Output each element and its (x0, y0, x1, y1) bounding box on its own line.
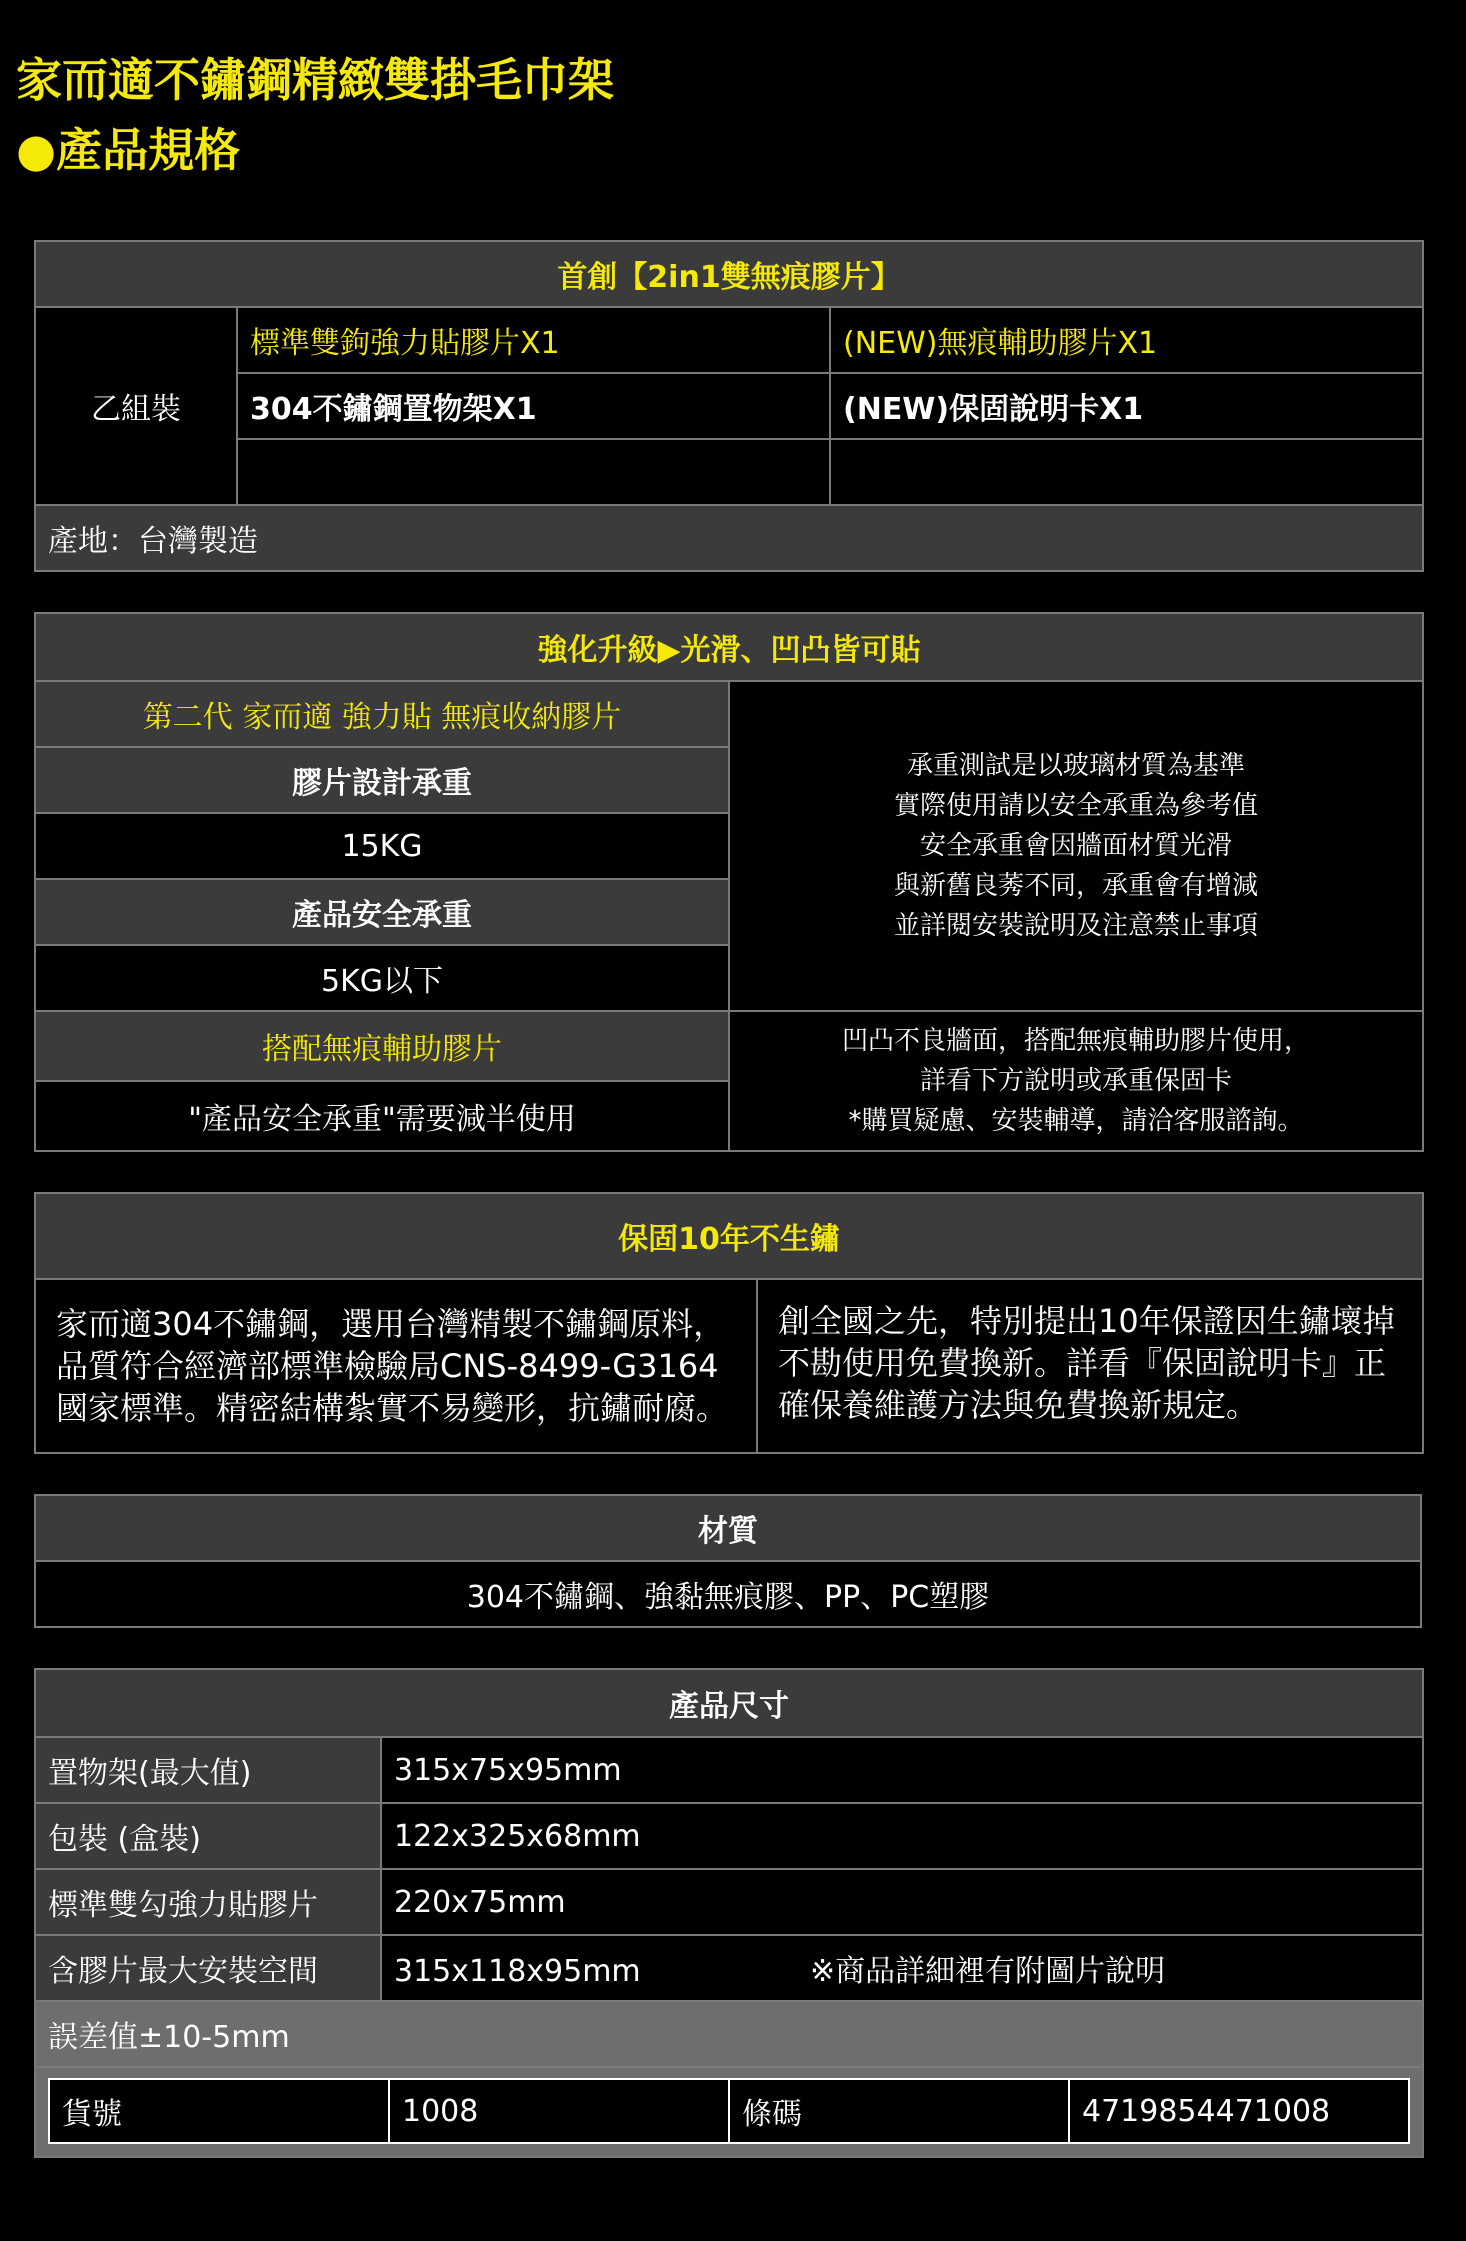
barcode-label: 條碼 (729, 2079, 1069, 2143)
set-label: 乙組裝 (35, 307, 237, 505)
warranty-left-text: 家而適304不鏽鋼，選用台灣精製不鏽鋼原料，品質符合經濟部標準檢驗局CNS-8499-G3164國家標準。精密結構紮實不易變形，抗鏽耐腐。 (35, 1279, 757, 1453)
gen-title: 第二代 家而適 強力貼 無痕收納膠片 (35, 681, 729, 747)
design-load-label: 膠片設計承重 (35, 747, 729, 813)
dimensions-header: 產品尺寸 (35, 1669, 1423, 1737)
empty-cell (830, 439, 1423, 505)
warranty-table (34, 1192, 1424, 1454)
dim-value: 315x118x95mm (394, 1954, 641, 1989)
warranty-right-text: 創全國之先，特別提出10年保證因生鏽壞掉不勘使用免費換新。詳看『保固說明卡』正確保養維護方法與免費換新規定。 (757, 1279, 1423, 1453)
sku-row (35, 2067, 1423, 2157)
package-item: (NEW)無痕輔助膠片X1 (830, 307, 1423, 373)
dim-value: 315x75x95mm (381, 1737, 1423, 1803)
material-table (34, 1494, 1422, 1628)
page-title: 家而適不鏽鋼精緻雙掛毛巾架 (16, 53, 614, 107)
tolerance: 誤差值±10-5mm (35, 2001, 1423, 2067)
note-line: 詳看下方說明或承重保固卡 (920, 1066, 1233, 1096)
barcode-value: 4719854471008 (1069, 2079, 1409, 2143)
package-item: 304不鏽鋼置物架X1 (237, 373, 830, 439)
design-load-value: 15KG (35, 813, 729, 879)
dim-label: 標準雙勾強力貼膠片 (35, 1869, 381, 1935)
dimensions-table (34, 1668, 1424, 2158)
upgrade-table (34, 612, 1424, 1152)
package-item: 標準雙鉤強力貼膠片X1 (237, 307, 830, 373)
note-line: 凹凸不良牆面，搭配無痕輔助膠片使用， (842, 1026, 1311, 1056)
sku-label: 貨號 (49, 2079, 389, 2143)
package-header: 首創【2in1雙無痕膠片】 (35, 241, 1423, 307)
sku-table (48, 2078, 1410, 2144)
test-notes (729, 681, 1423, 1011)
upgrade-header: 強化升級▶光滑、凹凸皆可貼 (35, 613, 1423, 681)
safe-load-label: 產品安全承重 (35, 879, 729, 945)
dim-label: 包裝 (盒裝) (35, 1803, 381, 1869)
empty-cell (237, 439, 830, 505)
dim-label: 含膠片最大安裝空間 (35, 1935, 381, 2001)
dim-footnote: ※商品詳細裡有附圖片說明 (810, 1954, 1166, 1989)
dim-label: 置物架(最大值) (35, 1737, 381, 1803)
material-value: 304不鏽鋼、強黏無痕膠、PP、PC塑膠 (35, 1561, 1421, 1627)
package-table (34, 240, 1424, 572)
note-line: 承重測試是以玻璃材質為基準 (907, 751, 1246, 781)
safe-load-value: 5KG以下 (35, 945, 729, 1011)
note-line: *購買疑慮、安裝輔導，請洽客服諮詢。 (848, 1106, 1304, 1136)
origin: 產地：台灣製造 (35, 505, 1423, 571)
material-header: 材質 (35, 1495, 1421, 1561)
section-heading: ●產品規格 (16, 123, 241, 177)
aux-title: 搭配無痕輔助膠片 (35, 1011, 729, 1081)
sku-value: 1008 (389, 2079, 729, 2143)
note-line: 實際使用請以安全承重為參考值 (894, 791, 1259, 821)
note-line: 與新舊良莠不同，承重會有增減 (894, 871, 1259, 901)
dim-value-row (381, 1935, 1423, 2001)
dim-value: 220x75mm (381, 1869, 1423, 1935)
package-item: (NEW)保固說明卡X1 (830, 373, 1423, 439)
dim-value: 122x325x68mm (381, 1803, 1423, 1869)
note-line: 安全承重會因牆面材質光滑 (920, 831, 1233, 861)
note-line: 並詳閱安裝說明及注意禁止事項 (894, 911, 1259, 941)
aux-note: "產品安全承重"需要減半使用 (35, 1081, 729, 1151)
warranty-header: 保固10年不生鏽 (35, 1193, 1423, 1279)
aux-notes (729, 1011, 1423, 1151)
